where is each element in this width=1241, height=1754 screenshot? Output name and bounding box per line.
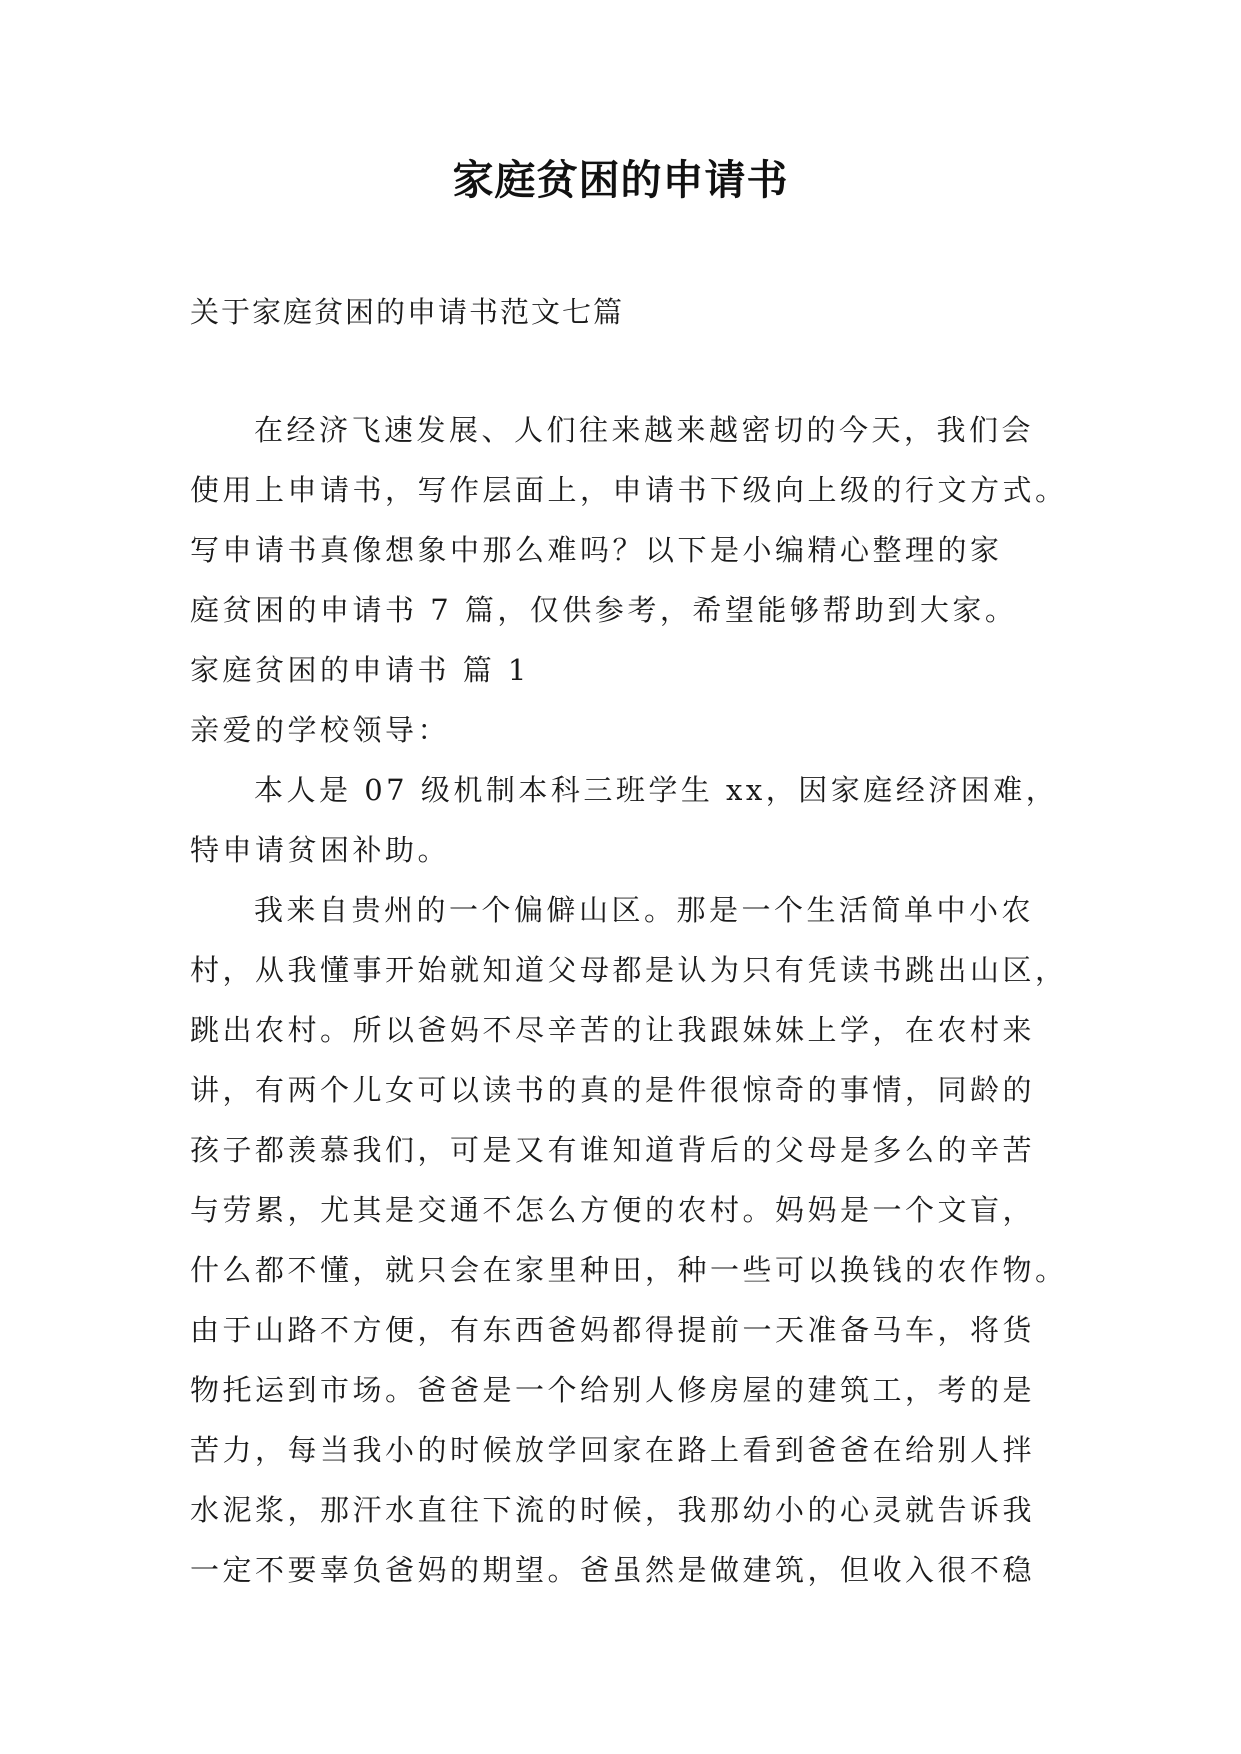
body-text-line: 我来自贵州的一个偏僻山区。那是一个生活简单中小农	[254, 893, 1035, 927]
body-text-line: 由于山路不方便，有东西爸妈都得提前一天准备马车，将货	[190, 1313, 1036, 1347]
body-text-line: 庭贫困的申请书 7 篇，仅供参考，希望能够帮助到大家。	[190, 593, 1018, 627]
body-text-line: 什么都不懂，就只会在家里种田，种一些可以换钱的农作物。	[190, 1253, 1068, 1287]
body-text-line: 苦力，每当我小的时候放学回家在路上看到爸爸在给别人拌	[190, 1433, 1036, 1467]
body-text-line: 与劳累，尤其是交通不怎么方便的农村。妈妈是一个文盲，	[190, 1193, 1036, 1227]
body-text-line: 亲爱的学校领导：	[190, 713, 451, 747]
body-text-line: 写申请书真像想象中那么难吗？以下是小编精心整理的家	[190, 533, 1003, 567]
body-text-line: 一定不要辜负爸妈的期望。爸虽然是做建筑，但收入很不稳	[190, 1553, 1036, 1587]
body-text-line: 讲，有两个儿女可以读书的真的是件很惊奇的事情，同龄的	[190, 1073, 1036, 1107]
body-text-line: 跳出农村。所以爸妈不尽辛苦的让我跟妹妹上学，在农村来	[190, 1013, 1036, 1047]
body-text-line: 村，从我懂事开始就知道父母都是认为只有凭读书跳出山区，	[190, 953, 1068, 987]
document-body	[190, 408, 1070, 1608]
document-subtitle: 关于家庭贫困的申请书范文七篇	[190, 295, 625, 329]
body-text-line: 本人是 07 级机制本科三班学生 xx，因家庭经济困难，	[254, 773, 1059, 807]
body-text-line: 孩子都羡慕我们，可是又有谁知道背后的父母是多么的辛苦	[190, 1133, 1036, 1167]
body-text-line: 特申请贫困补助。	[190, 833, 451, 867]
document-title: 家庭贫困的申请书	[452, 156, 789, 204]
body-text-line: 在经济飞速发展、人们往来越来越密切的今天，我们会	[254, 413, 1035, 447]
body-text-line: 使用上申请书，写作层面上，申请书下级向上级的行文方式。	[190, 473, 1068, 507]
body-text-line: 物托运到市场。爸爸是一个给别人修房屋的建筑工，考的是	[190, 1373, 1036, 1407]
body-text-line: 水泥浆，那汗水直往下流的时候，我那幼小的心灵就告诉我	[190, 1493, 1036, 1527]
body-text-line: 家庭贫困的申请书 篇 1	[190, 653, 530, 687]
